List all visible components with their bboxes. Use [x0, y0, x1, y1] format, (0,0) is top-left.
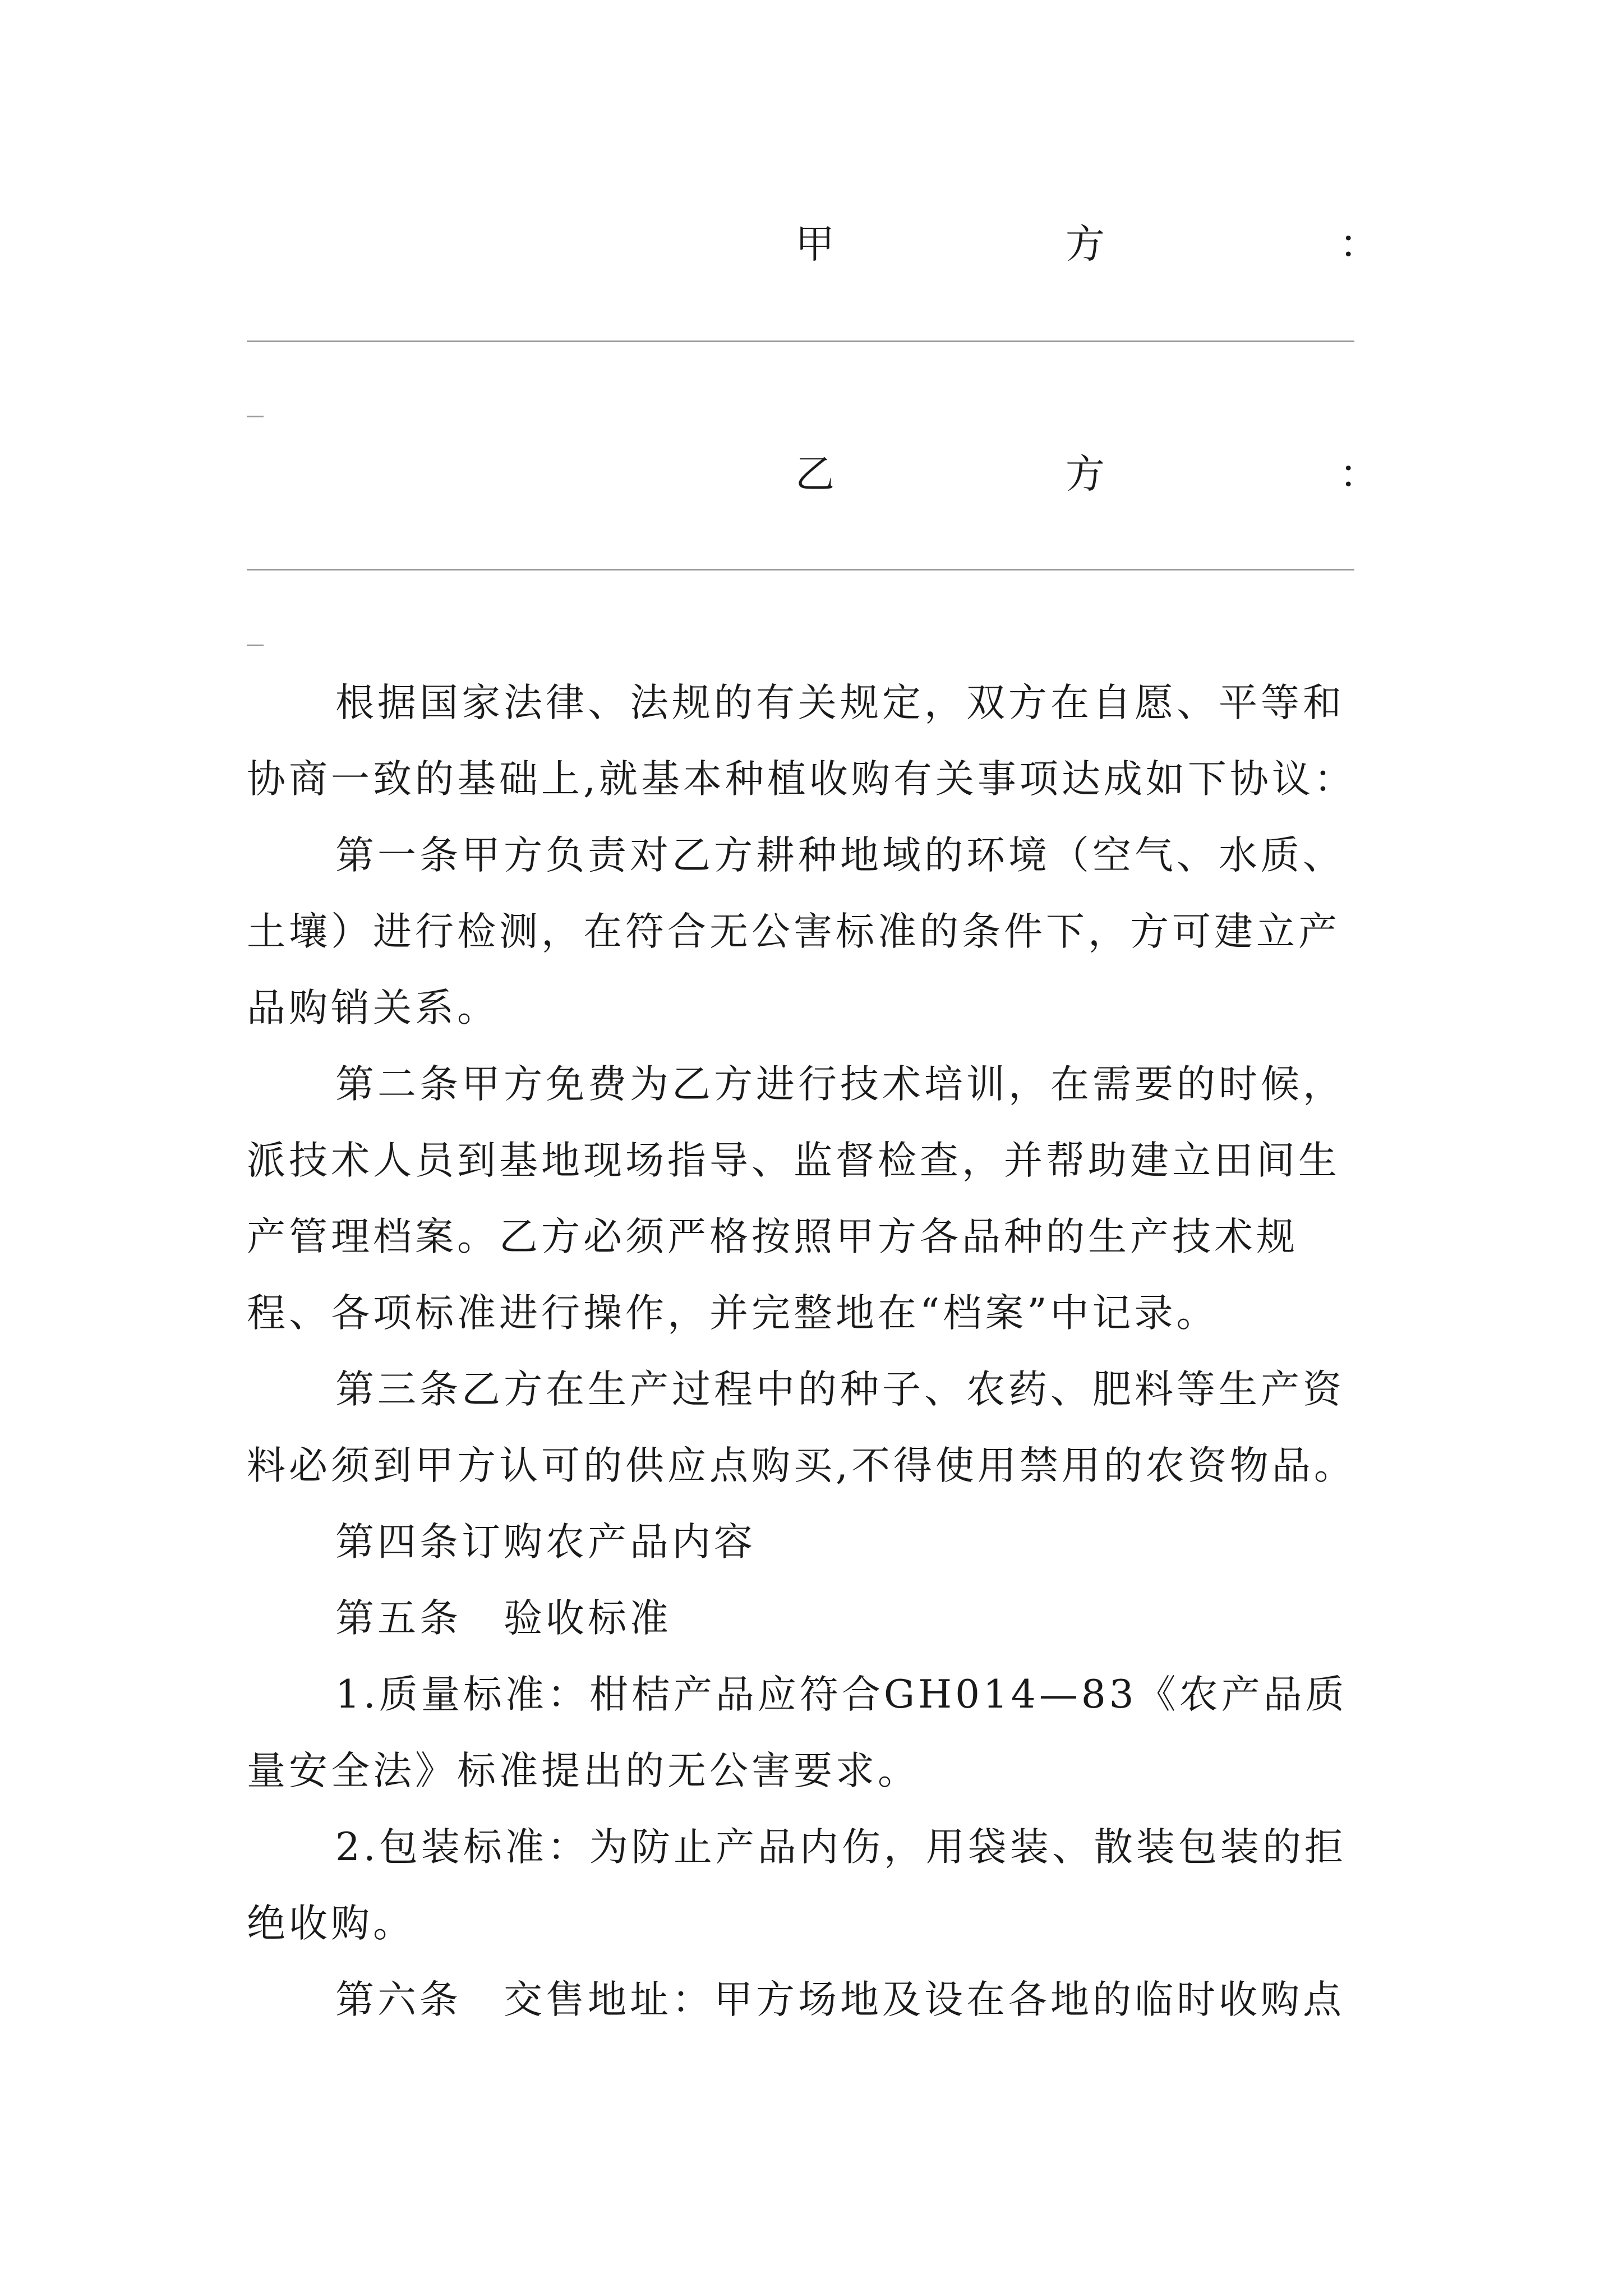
party-b-colon: ：: [1339, 451, 1378, 497]
party-b-char-1: 乙: [795, 451, 834, 497]
party-a-blank-stub: [247, 416, 264, 417]
paragraph-preamble: 根据国家法律、法规的有关规定，双方在自愿、平等和协商一致的基础上,就基本种植收购有关事项达成如下协议：: [247, 680, 1356, 802]
contract-body: [247, 665, 1374, 2038]
paragraph-article-5-item-1: 1.质量标准：柑桔产品应符合GH014—83《农产品质量安全法》标准提出的无公害要求。: [247, 1672, 1348, 1793]
party-a-char-2: 方: [1066, 221, 1105, 267]
paragraph-article-6: 第六条 交售地址：甲方场地及设在各地的临时收购点: [335, 1977, 1345, 2022]
paragraph-article-5-item-2: 2.包装标准：为防止产品内伤，用袋装、散装包装的拒绝收购。: [247, 1825, 1347, 1946]
party-a-blank-line: [247, 341, 1354, 342]
paragraph-article-1: 第一条甲方负责对乙方耕种地域的环境（空气、水质、土壤）进行检测，在符合无公害标准的条件下，方可建立产品购销关系。: [247, 833, 1345, 1030]
party-a-char-1: 甲: [795, 221, 834, 267]
party-b-blank-stub: [247, 645, 264, 646]
party-b-blank-line: [247, 569, 1354, 570]
paragraph-article-2: 第二条甲方免费为乙方进行技术培训，在需要的时候，派技术人员到基地现场指导、监督检查，并帮助建立田间生产管理档案。乙方必须严格按照甲方各品种的生产技术规程、各项标准进行操作，并完整地在“档案”中记录。: [247, 1062, 1345, 1336]
party-b-char-2: 方: [1066, 451, 1105, 497]
party-a-colon: ：: [1339, 221, 1378, 267]
paragraph-article-3: 第三条乙方在生产过程中的种子、农药、肥料等生产资料必须到甲方认可的供应点购买,不得使用禁用的农资物品。: [247, 1367, 1356, 1488]
paragraph-article-5: 第五条 验收标准: [335, 1596, 672, 1641]
party-a-label: [0, 213, 1623, 275]
paragraph-article-4: 第四条订购农产品内容: [335, 1520, 756, 1565]
party-b-label: [0, 443, 1623, 505]
